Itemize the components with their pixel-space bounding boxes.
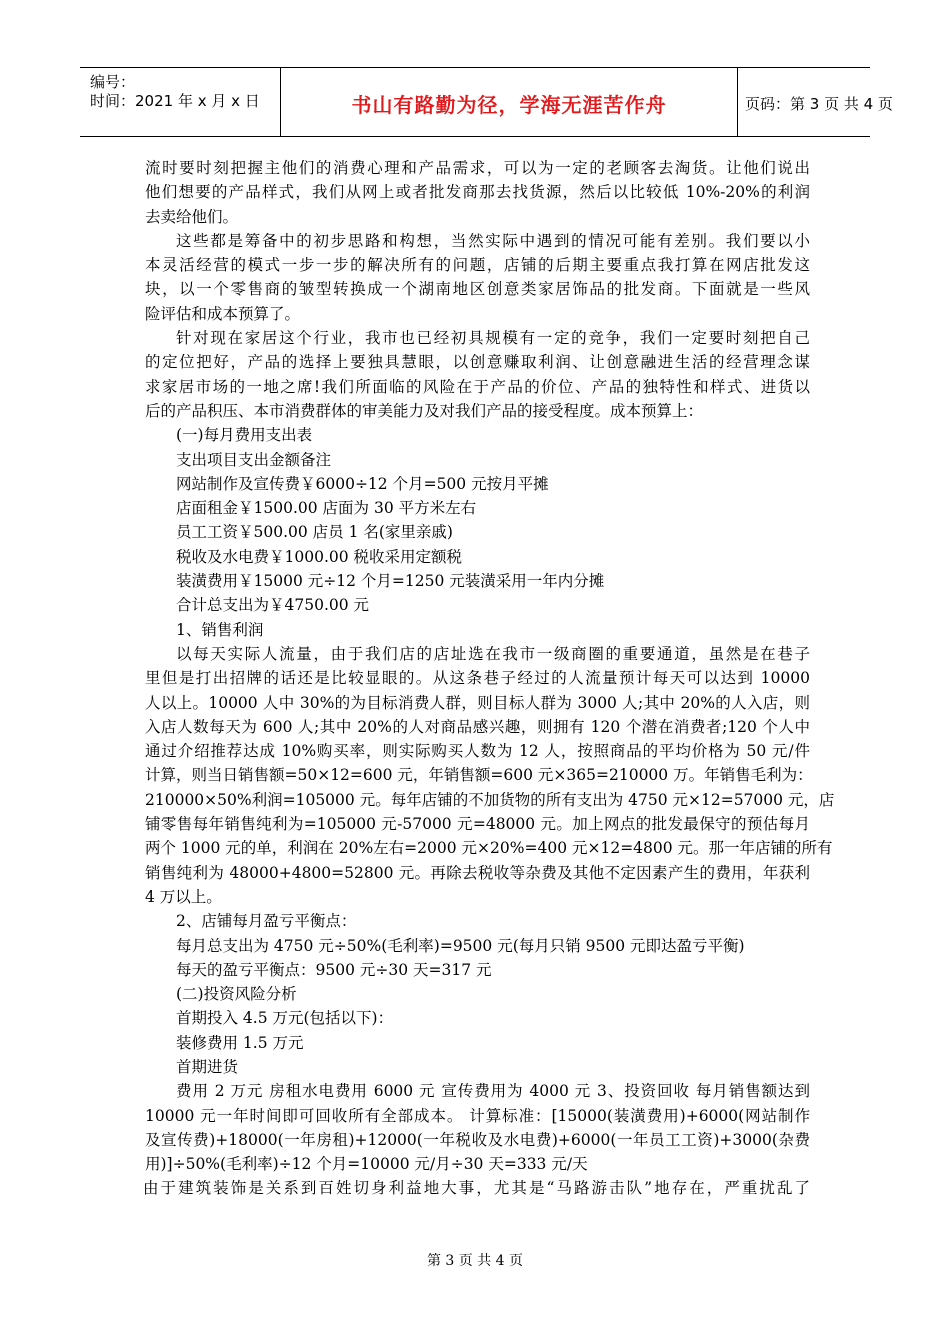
body-line: 销售纯利为 48000+4800=52800 元。再除去税收等杂费及其他不定因素产生的费用，年获利 xyxy=(145,863,810,882)
header-motto: 书山有路勤为径，学海无涯苦作舟 xyxy=(351,93,667,117)
paragraph-start: 以每天实际人流量，由于我们店的店址选在我市一级商圈的重要通道，虽然是在巷子 xyxy=(176,644,810,663)
body-line: 首期进货 xyxy=(176,1057,239,1076)
header-page-number: 页码：第 3 页 共 4 页 xyxy=(745,95,893,113)
page-header xyxy=(80,67,893,137)
body-line: 流时要时刻把握主他们的消费心理和产品需求，可以为一定的老顾客去淘货。让他们说出 xyxy=(145,159,810,177)
body-line: 由于建筑装饰是关系到百姓切身利益地大事，尤其是“马路游击队”地存在，严重扰乱了 xyxy=(143,1179,810,1198)
body-line: 及宣传费)+18000(一年房租)+12000(一年税收及水电费)+6000(一年员工工资)+3000(杂费 xyxy=(145,1130,810,1149)
body-line: 装修费用 1.5 万元 xyxy=(176,1033,304,1052)
expense-row: 员工工资￥500.00 店员 1 名(家里亲戚) xyxy=(176,523,453,542)
expense-row: 店面租金￥1500.00 店面为 30 平方米左右 xyxy=(176,499,477,518)
body-line: 险评估和成本预算了。 xyxy=(145,304,301,323)
body-line: 本灵活经营的模式一步一步的解决所有的问题，店铺的后期主要重点我打算在网店批发这 xyxy=(145,256,810,275)
body-line: 4 万以上。 xyxy=(145,887,222,906)
section-heading: 1、销售利润 xyxy=(176,620,264,639)
expense-total: 合计总支出为￥4750.00 元 xyxy=(176,596,370,615)
paragraph-start: 费用 2 万元 房租水电费用 6000 元 宣传费用为 4000 元 3、投资回收 每月销售额达到 xyxy=(176,1082,810,1101)
document-number-label: 编号： xyxy=(90,73,136,91)
section-heading: (一)每月费用支出表 xyxy=(176,426,313,445)
expense-row: 装潢费用￥15000 元÷12 个月=1250 元装潢采用一年内分摊 xyxy=(176,572,605,591)
body-line: 每月总支出为 4750 元÷50%(毛利率)=9500 元(每月只销 9500 元即达盈亏平衡) xyxy=(176,936,745,955)
body-line: 首期投入 4.5 万元(包括以下)： xyxy=(176,1009,394,1028)
body-line: 10000 元一年时间即可回收所有全部成本。 计算标准：[15000(装潢费用)+6000(网站制作 xyxy=(145,1106,810,1125)
body-line: 人以上。10000 人中 30%的为目标消费人群，则目标人群为 3000 人;其中 20%的人入店，则 xyxy=(145,693,810,712)
body-line: 用)]÷50%(毛利率)÷12 个月=10000 元/月÷30 天=333 元/天 xyxy=(145,1155,588,1174)
body-line: 求家居市场的一地之席!我们所面临的风险在于产品的价位、产品的独特性和样式、进货以 xyxy=(145,377,810,396)
section-heading: (二)投资风险分析 xyxy=(176,985,297,1004)
body-line: 他们想要的产品样式，我们从网上或者批发商那去找货源，然后以比较低 10%-20%的利润 xyxy=(145,183,810,202)
header-meta-cell xyxy=(80,68,280,136)
body-line: 计算，则当日销售额=50×12=600 元，年销售额=600 元×365=210000 万。年销售毛利为： xyxy=(145,766,813,785)
body-line: 通过介绍推荐达成 10%购买率，则实际购买人数为 12 人，按照商品的平均价格为 50 元/件 xyxy=(145,742,810,761)
expense-row: 网站制作及宣传费￥6000÷12 个月=500 元按月平摊 xyxy=(176,474,549,493)
section-heading: 2、店铺每月盈亏平衡点： xyxy=(176,912,357,931)
header-page-cell xyxy=(737,68,893,136)
body-line: 铺零售每年销售纯利为=105000 元-57000 元=48000 元。加上网点的批发最保守的预估每月 xyxy=(145,815,810,834)
paragraph-start: 针对现在家居这个行业，我市也已经初具规模有一定的竞争，我们一定要时刻把自己 xyxy=(176,329,810,348)
expense-row: 税收及水电费￥1000.00 税收采用定额税 xyxy=(176,547,463,566)
body-line: 210000×50%利润=105000 元。每年店铺的不加货物的所有支出为 4750 元×12=57000 元，店 xyxy=(145,790,835,809)
paragraph-start: 这些都是筹备中的初步思路和构想，当然实际中遇到的情况可能有差别。我们要以小 xyxy=(176,231,810,250)
document-date-label: 时间：2021 年 x 月 x 日 xyxy=(90,92,260,110)
body-line: 每天的盈亏平衡点：9500 元÷30 天=317 元 xyxy=(176,960,492,979)
body-line: 入店人数每天为 600 人;其中 20%的人对商品感兴趣，则拥有 120 个潜在消费者;120 个人中 xyxy=(145,717,810,736)
page-footer: 第 3 页 共 4 页 xyxy=(426,1253,524,1269)
header-motto-cell xyxy=(280,68,738,136)
expense-table-header: 支出项目支出金额备注 xyxy=(176,450,332,469)
document-body xyxy=(143,156,835,1201)
body-line: 块，以一个零售商的皱型转换成一个湖南地区创意类家居饰品的批发商。下面就是一些风 xyxy=(145,280,810,299)
body-line: 去卖给他们。 xyxy=(145,207,239,226)
body-line: 两个 1000 元的单，利润在 20%左右=2000 元×20%=400 元×12=4800 元。那一年店铺的所有 xyxy=(145,839,833,858)
body-line: 里但是打出招牌的话还是比较显眼的。从这条巷子经过的人流量预计每天可以达到 10000 xyxy=(145,669,810,688)
body-line: 的定位把好，产品的选择上要独具慧眼，以创意赚取利润、让创意融进生活的经营理念谋 xyxy=(145,353,810,372)
body-line: 后的产品积压、本市消费群体的审美能力及对我们产品的接受程度。成本预算上： xyxy=(145,401,704,420)
